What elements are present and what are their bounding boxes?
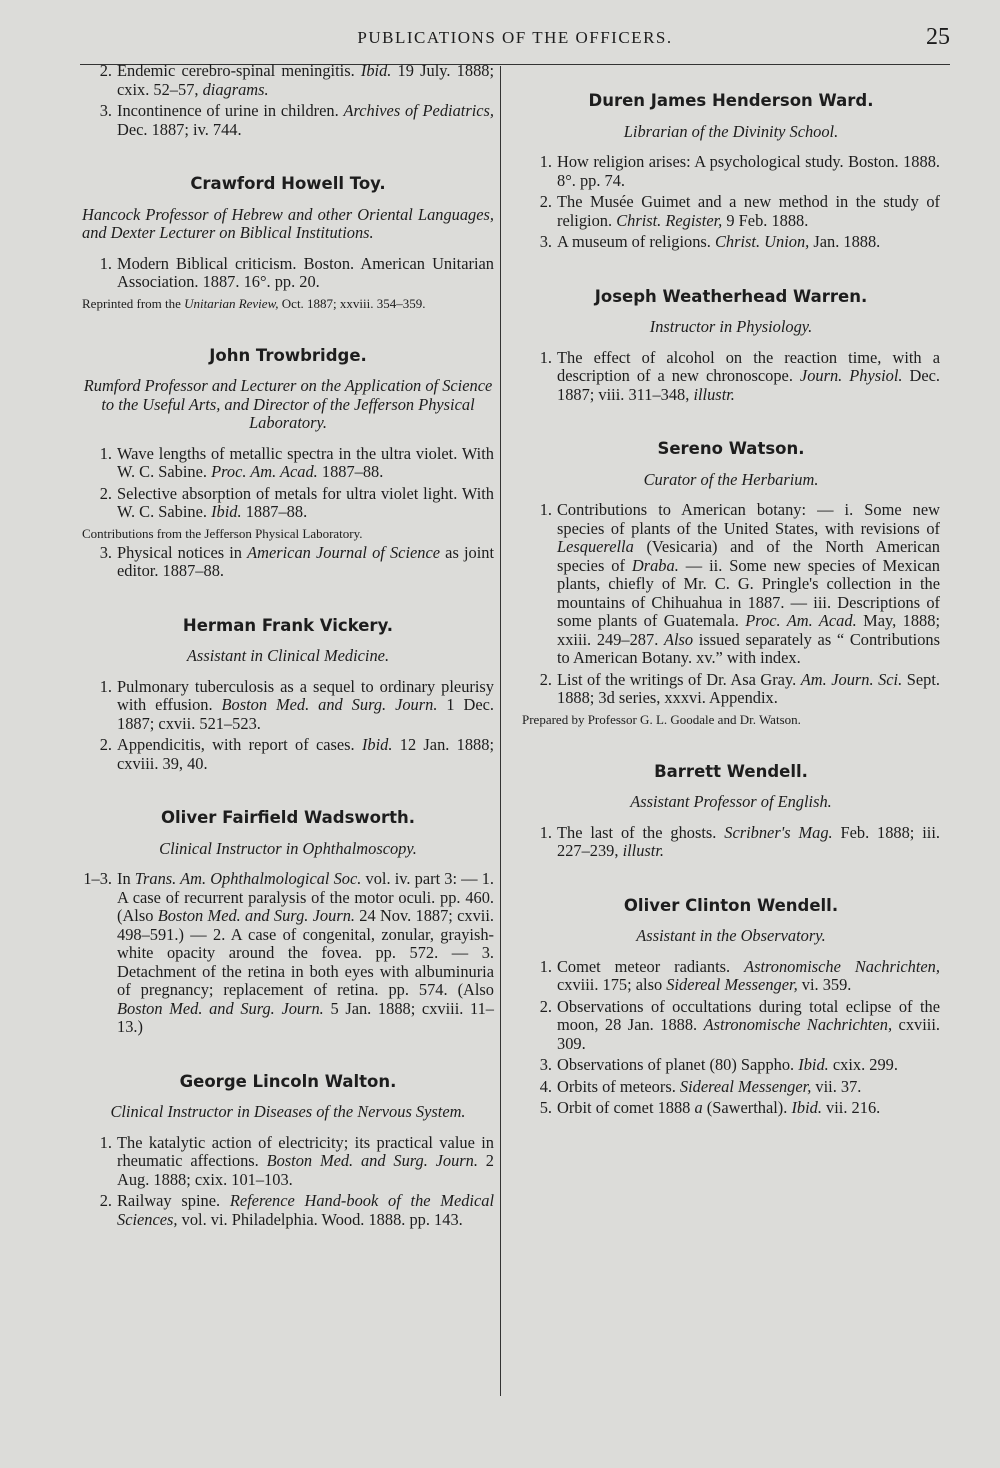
column-divider <box>500 66 501 1396</box>
list-item: 1. Modern Biblical criticism. Boston. American Unitarian Association. 1887. 16°. pp. 20. <box>99 253 494 291</box>
list-item: 3. Physical notices in American Journal of Science as joint editor. 1887–88. <box>99 542 495 580</box>
list-item: 1. Wave lengths of metallic spectra in the ultra violet. With W. C. Sabine. Proc. Am. Acad. 1887–88. <box>99 443 494 481</box>
officer-name: Oliver Fairfield Wadsworth. <box>160 808 416 827</box>
list-item: 2. Railway spine. Reference Hand-book of the Medical Sciences, vol. vi. Philadelphia. Wood. 1888. pp. 143. <box>99 1191 495 1229</box>
officer-title: Curator of the Herbarium. <box>643 469 819 489</box>
officer-title: Assistant in Clinical Medicine. <box>186 646 390 665</box>
list-item: 2. The Musée Guimet and a new method in the study of religion. Christ. Register, 9 Feb. 1888. <box>539 192 940 230</box>
officer-name: Barrett Wendell. <box>654 761 808 781</box>
officer-name: Sereno Watson. <box>657 439 805 458</box>
list-item: 3. Observations of planet (80) Sappho. Ibid. cxix. 299. <box>539 1055 898 1074</box>
page-number: 25 <box>926 24 950 50</box>
list-item: 1. How religion arises: A psychological study. Boston. 1888. 8°. pp. 74. <box>539 152 940 190</box>
left-column <box>82 62 494 1229</box>
list-item: 1. Comet meteor radiants. Astronomische Nachrichten, cxviii. 175; also Sidereal Messenger, vi. 359. <box>539 956 940 994</box>
officer-name: Duren James Henderson Ward. <box>588 91 874 110</box>
officer-name: Herman Frank Vickery. <box>182 615 394 635</box>
officer-name: Oliver Clinton Wendell. <box>623 895 839 915</box>
list-item: 2. Observations of occultations during total eclipse of the moon, 28 Jan. 1888. Astronomische Nachrichten, cxviii. 309. <box>539 996 940 1053</box>
officer-title: Rumford Professor and Lecturer on the Application of Science to the Useful Arts, and Director of the Jefferson Physical Laboratory. <box>83 376 493 432</box>
right-column <box>522 62 940 1118</box>
running-title: PUBLICATIONS OF THE OFFICERS. <box>357 28 673 47</box>
officer-title: Hancock Professor of Hebrew and other Oriental Languages, and Dexter Lecturer on Biblical Institutions. <box>82 204 494 242</box>
list-item: 4. Orbits of meteors. Sidereal Messenger, vii. 37. <box>539 1076 862 1096</box>
officer-name: John Trowbridge. <box>209 345 367 365</box>
officer-title: Librarian of the Divinity School. <box>623 121 839 141</box>
list-item: 1–3. In Trans. Am. Ophthalmological Soc. vol. iv. part 3: — 1. A case of recurrent paralysis of the motor oculi. pp. 460. (Also Boston Med. and Surg. Journ. 24 Nov. 1887; cxvii. 498–591.) — 2. A case of congenital, zonular, grayish-white opacity around the fovea. pp. 572. — 3. Detachment of the retina in both eyes with albuminuria of pregnancy; replacement of retina. pp. 574. (Also Boston Med. and Surg. Journ. 5 Jan. 1888; cxviii. 11–13.) <box>83 869 494 1036</box>
list-item: 2. Appendicitis, with report of cases. Ibid. 12 Jan. 1888; cxviii. 39, 40. <box>99 735 494 773</box>
list-item: 2. Endemic cerebro-spinal meningitis. Ibid. 19 July. 1888; cxix. 52–57, diagrams. <box>99 61 495 99</box>
footnote: Contributions from the Jefferson Physical Laboratory. <box>82 525 363 541</box>
list-item: 3. A museum of religions. Christ. Union, Jan. 1888. <box>539 232 881 251</box>
officer-title: Assistant Professor of English. <box>630 792 832 811</box>
officer-title: Clinical Instructor in Ophthalmoscopy. <box>159 838 417 858</box>
list-item: 3. Incontinence of urine in children. Archives of Pediatrics, Dec. 1887; iv. 744. <box>99 101 494 139</box>
list-item: 2. List of the writings of Dr. Asa Gray. Am. Journ. Sci. Sept. 1888; 3d series, xxxvi. Appendix. <box>539 669 940 707</box>
officer-name: George Lincoln Walton. <box>179 1071 397 1091</box>
officer-title: Assistant in the Observatory. <box>636 926 826 945</box>
list-item: 1. Pulmonary tuberculosis as a sequel to ordinary pleurisy with effusion. Boston Med. and Surg. Journ. 1 Dec. 1887; cxvii. 521–523. <box>99 676 494 733</box>
list-item: 1. The effect of alcohol on the reaction time, with a description of a new chronoscope. Journ. Physiol. Dec. 1887; viii. 311–348, illustr. <box>539 347 940 404</box>
footnote: Prepared by Professor G. L. Goodale and Dr. Watson. <box>522 711 801 727</box>
officer-name: Crawford Howell Toy. <box>190 174 386 193</box>
officer-title: Clinical Instructor in Diseases of the Nervous System. <box>110 1102 466 1121</box>
list-item: 2. Selective absorption of metals for ultra violet light. With W. C. Sabine. Ibid. 1887–88. <box>99 483 494 521</box>
list-item: 1. Contributions to American botany: — i. Some new species of plants of the United States, with revisions of Lesquerella (Vesicaria) and of the North American species of Draba. — ii. Some new species of Mexican plants, chiefly of Mr. C. G. Pringle's collection in the mountains of Chihuahua in 1887. — iii. Descriptions of some plants of Guatemala. Proc. Am. Acad. May, 1888; xxiii. 249–287. Also issued separately as “ Contributions to American Botany. xv.” with index. <box>539 500 941 667</box>
list-item: 1. The katalytic action of electricity; its practical value in rheumatic affections. Boston Med. and Surg. Journ. 2 Aug. 1888; cxix. 101–103. <box>99 1132 494 1189</box>
footnote: Reprinted from the Unitarian Review, Oct. 1887; xxviii. 354–359. <box>82 295 426 311</box>
officer-title: Instructor in Physiology. <box>649 317 813 336</box>
officer-name: Joseph Weatherhead Warren. <box>594 286 868 306</box>
list-item: 5. Orbit of comet 1888 a (Sawerthal). Ibid. vii. 216. <box>539 1098 881 1117</box>
list-item: 1. The last of the ghosts. Scribner's Mag. Feb. 1888; iii. 227–239, illustr. <box>539 822 940 860</box>
page-header <box>80 26 950 65</box>
